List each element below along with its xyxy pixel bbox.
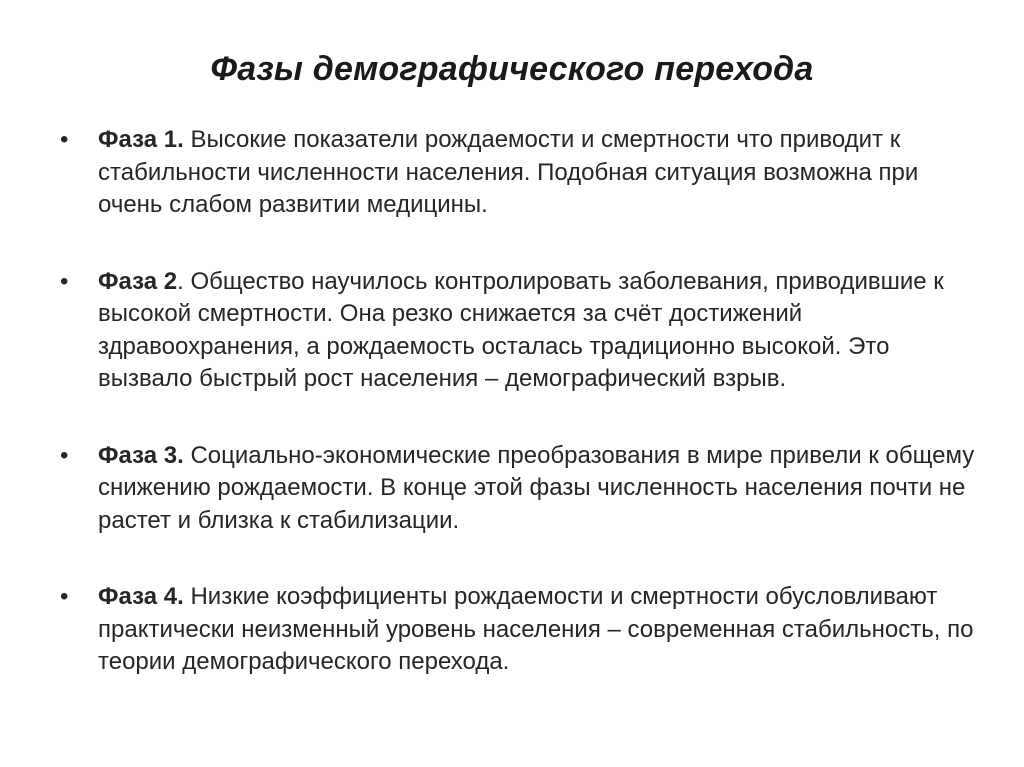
phase-list xyxy=(60,124,980,679)
phase-description: Высокие показатели рождаемости и смертности что приводит к стабильности численности населения. Подобная ситуация возможна при очень слабом развитии медицины. xyxy=(98,126,919,218)
phase-description: . Общество научилось контролировать заболевания, приводившие к высокой смертности. Она резко снижается за счёт достижений здравоохранения, а рождаемость осталась традиционно высокой. Это вызвало быстрый рост населения – демографический взрыв. xyxy=(98,267,944,392)
phase-label: Фаза 2 xyxy=(98,267,178,295)
phase-item-4 xyxy=(60,581,980,679)
bullet-icon: • xyxy=(60,267,69,295)
phase-description: Низкие коэффициенты рождаемости и смертности обусловливают практически неизменный уровень населения – современная стабильность, по теории демографического перехода. xyxy=(98,583,974,675)
phase-label: Фаза 4. xyxy=(98,583,184,610)
bullet-icon: • xyxy=(60,441,69,469)
bullet-icon: • xyxy=(60,583,69,610)
phase-label: Фаза 3. xyxy=(98,441,184,469)
bullet-icon: • xyxy=(60,126,69,153)
phase-label: Фаза 1. xyxy=(98,126,184,153)
phase-item-3 xyxy=(60,440,980,538)
phase-description: Социально-экономические преобразования в мире привели к общему снижению рождаемости. В конце этой фазы численность населения почти не растет и близка к стабилизации. xyxy=(98,441,975,534)
phase-item-2 xyxy=(60,266,980,396)
slide-title: Фазы демографического перехода xyxy=(210,50,814,88)
phase-item-1 xyxy=(60,124,980,222)
